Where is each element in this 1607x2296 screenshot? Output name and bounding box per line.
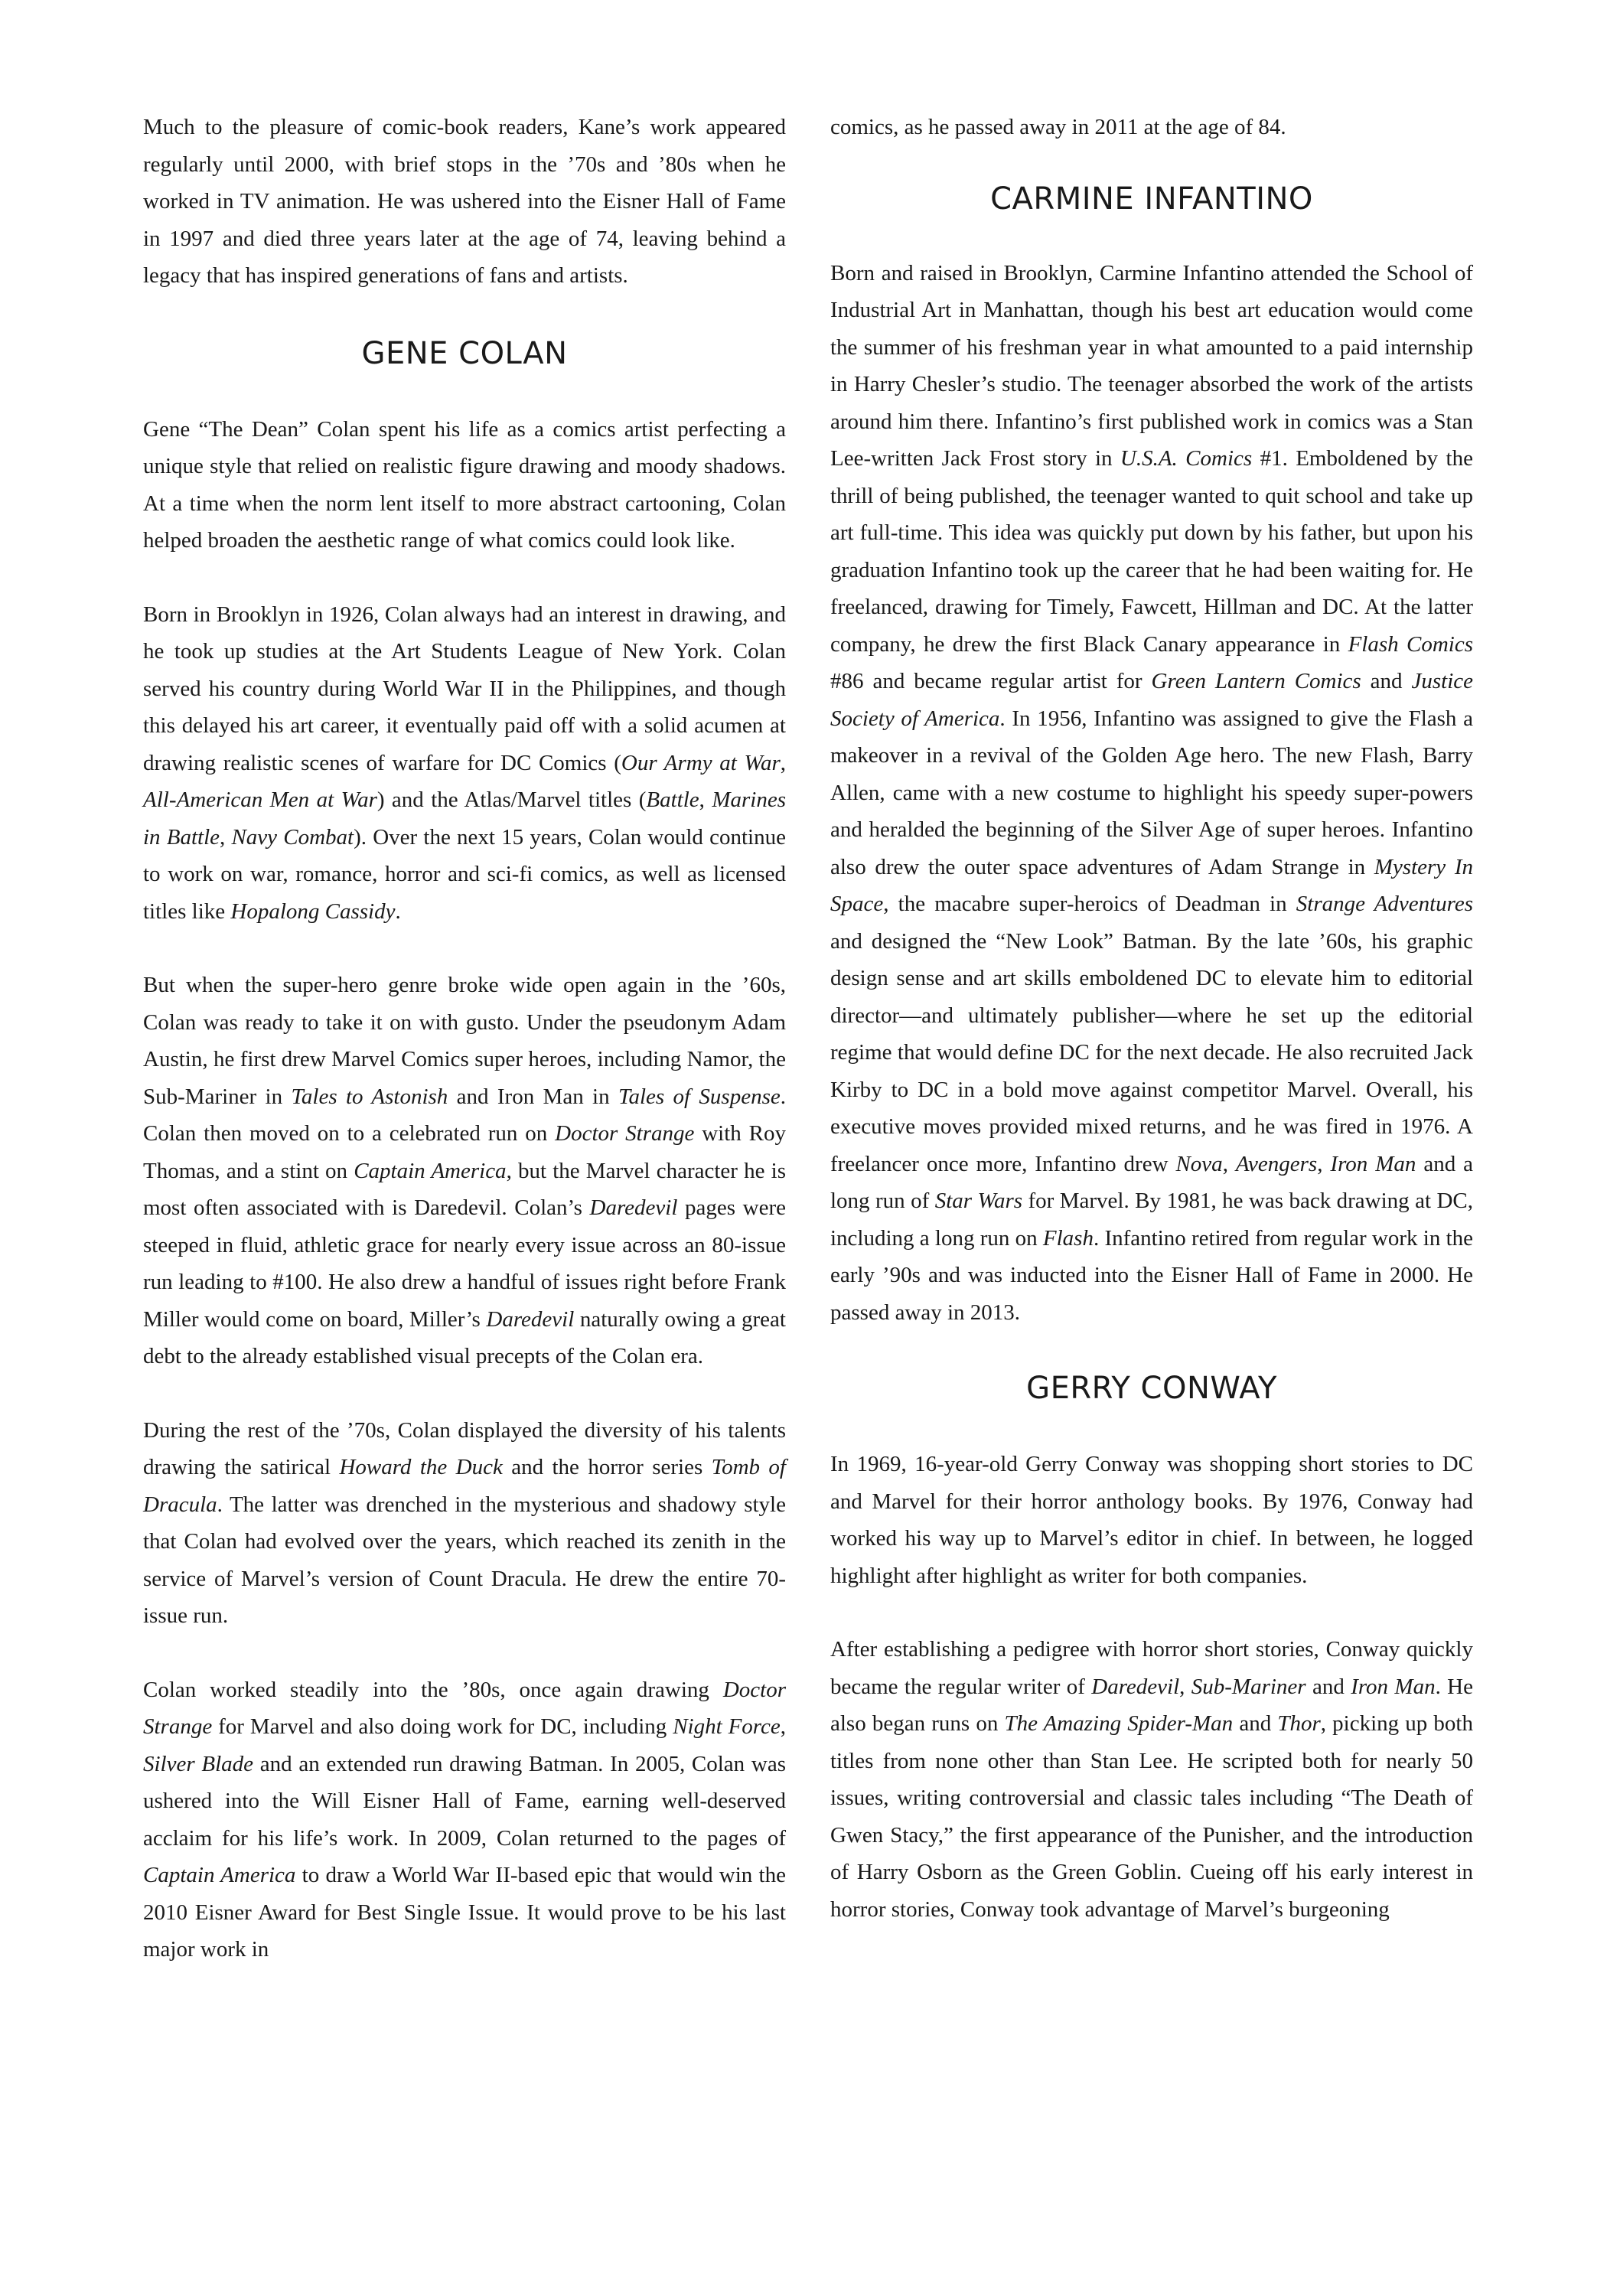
right-column — [830, 109, 1473, 1928]
left-column — [143, 109, 786, 1968]
conway-intro-paragraph: In 1969, 16-year-old Gerry Conway was shopping short stories to DC and Marvel for their horror anthology books. By 1976, Conway had worked his way up to Marvel’s editor in chief. In between, he logged highlight after highlight as writer for both companies. — [830, 1452, 1473, 1588]
colan-closing-paragraph: comics, as he passed away in 2011 at the age of 84. — [830, 115, 1286, 139]
colan-later-career-paragraph: Colan worked steadily into the ’80s, once again drawing Doctor Strange for Marvel and also doing work for DC, including Night Force, Silver Blade and an extended run drawing Batman. In 2005, Colan was ushered into the Will Eisner Hall of Fame, earning well-deserved acclaim for his life’s work. In 2009, Colan returned to the pages of Captain America to draw a World War II-based epic that would win the 2010 Eisner Award for Best Single Issue. It would prove to be his last major work in — [143, 1677, 787, 1962]
gene-colan-heading: GENE COLAN — [361, 335, 568, 371]
colan-marvel-paragraph: But when the super-hero genre broke wide open again in the ’60s, Colan was ready to take it on with gusto. Under the pseudonym Adam Austin, he first drew Marvel Comics super heroes, including Namor, the Sub-Mariner in Tales to Astonish and Iron Man in Tales of Suspense. Colan then moved on to a celebrated run on Doctor Strange with Roy Thomas, and a stint on Captain America, but the Marvel character he is most often associated with is Daredevil. Colan’s Daredevil pages were steeped in fluid, athletic grace for nearly every issue across an 80-issue run leading to #100. He also drew a handful of issues right before Frank Miller would come on board, Miller’s Daredevil naturally owing a great debt to the already established visual precepts of the Colan era. — [143, 973, 787, 1368]
colan-seventies-paragraph: During the rest of the ’70s, Colan displayed the diversity of his talents drawing the satirical Howard the Duck and the horror series Tomb of Dracula. The latter was drenched in the mysterious and shadowy style that Colan had evolved over the years, which reached its zenith in the service of Marvel’s version of Count Dracula. He drew the entire 70-issue run. — [143, 1417, 786, 1628]
infantino-biography-paragraph: Born and raised in Brooklyn, Carmine Infantino attended the School of Industrial Art in Manhattan, though his best art education would come the summer of his freshman year in what amounted to a paid internship in Harry Chesler’s studio. The teenager absorbed the work of the artists around him there. Infantino’s first published work in comics was a Stan Lee-written Jack Frost story in U.S.A. Comics #1. Emboldened by the thrill of being published, the teenager wanted to quit school and take up art full-time. This idea was quickly put down by his father, but upon his graduation Infantino took up the career that he had been waiting for. He freelanced, drawing for Timely, Fawcett, Hillman and DC. At the latter company, he drew the first Black Canary appearance in Flash Comics #86 and became regular artist for Green Lantern Comics and Justice Society of America. In 1956, Infantino was assigned to give the Flash a makeover in a revival of the Golden Age hero. The new Flash, Barry Allen, came with a new costume to highlight his speedy super-powers and heralded the beginning of the Silver Age of super heroes. Infantino also drew the outer space adventures of Adam Strange in Mystery In Space, the macabre super-heroics of Deadman in Strange Adventures and designed the “New Look” Batman. By the late ’60s, his graphic design sense and art skills emboldened DC to elevate him to editorial director—and ultimately publisher—where he set up the editorial regime that would define DC for the next decade. He also recruited Jack Kirby to DC in a bold move against competitor Marvel. Overall, his executive moves provided mixed returns, and he was fired in 1976. A freelancer once more, Infantino drew Nova, Avengers, Iron Man and a long run of Star Wars for Marvel. By 1981, he was back drawing at DC, including a long run on Flash. Infantino retired from regular work in the early ’90s and was inducted into the Eisner Hall of Fame in 2000. He passed away in 2013. — [830, 260, 1474, 1325]
gerry-conway-heading: GERRY CONWAY — [1026, 1371, 1277, 1406]
conway-career-paragraph: After establishing a pedigree with horror short stories, Conway quickly became the regular writer of Daredevil, Sub-Mariner and Iron Man. He also began runs on The Amazing Spider-Man and Thor, picking up both titles from none other than Stan Lee. He scripted both for nearly 50 issues, writing controversial and classic tales including “The Death of Gwen Stacy,” the first appearance of the Punisher, and the introduction of Harry Osborn as the Green Goblin. Cueing off his early interest in horror stories, Conway took advantage of Marvel’s burgeoning — [830, 1637, 1473, 1922]
colan-intro-paragraph: Gene “The Dean” Colan spent his life as a comics artist perfecting a unique style that relied on realistic figure drawing and moody shadows. At a time when the norm lent itself to more abstract cartooning, Colan helped broaden the aesthetic range of what comics could look like. — [143, 416, 786, 553]
carmine-infantino-heading: CARMINE INFANTINO — [990, 181, 1313, 217]
kane-closing-paragraph: Much to the pleasure of comic-book readers, Kane’s work appeared regularly until 2000, with brief stops in the ’70s and ’80s when he worked in TV animation. He was ushered into the Eisner Hall of Fame in 1997 and died three years later at the age of 74, leaving behind a legacy that has inspired generations of fans and artists. — [143, 115, 786, 288]
colan-early-career-paragraph: Born in Brooklyn in 1926, Colan always had an interest in drawing, and he took up studies at the Art Students League of New York. Colan served his country during World War II in the Philippines, and though this delayed his art career, it eventually paid off with a solid acumen at drawing realistic scenes of warfare for DC Comics (Our Army at War, All-American Men at War) and the Atlas/Marvel titles (Battle, Marines in Battle, Navy Combat). Over the next 15 years, Colan would continue to work on war, romance, horror and sci-fi comics, as well as licensed titles like Hopalong Cassidy. — [143, 602, 786, 924]
